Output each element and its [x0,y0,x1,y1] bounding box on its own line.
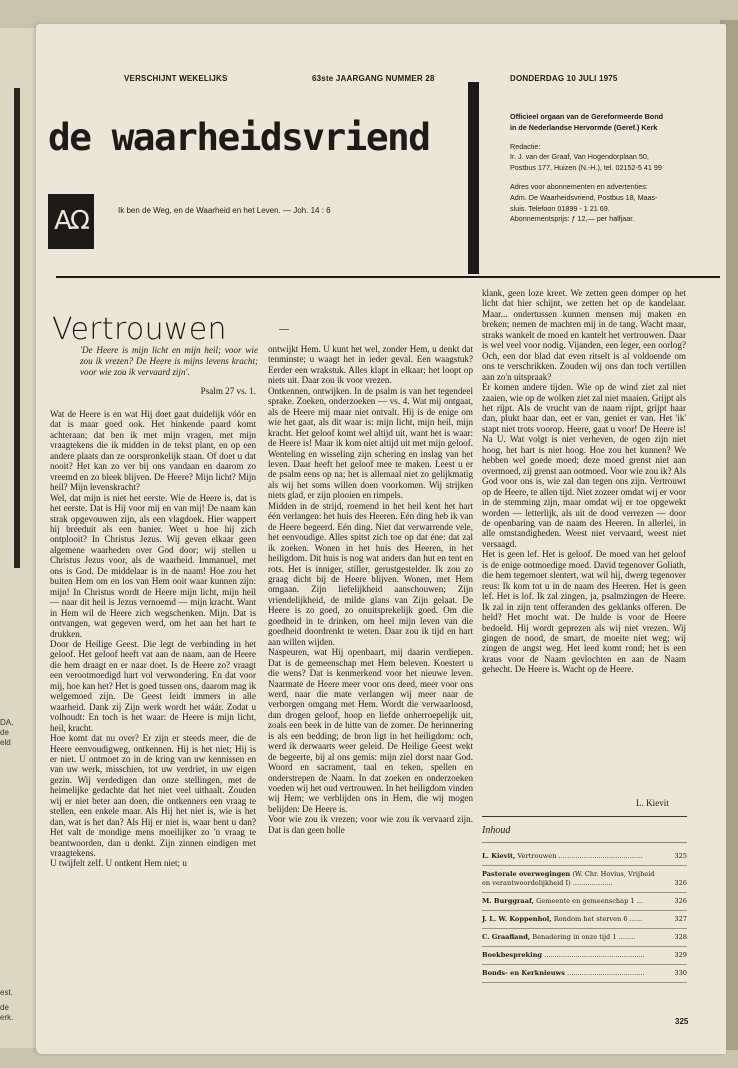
article-author: L. Kievit [636,798,669,808]
margin-fragment: de [0,728,9,737]
toc-entry-author: C. Graafland, [482,933,531,941]
toc-entry-author: Pastorale overwegingen [482,870,571,878]
toc-top-rule [482,816,687,817]
toc-entry-page: 326 [674,897,687,905]
margin-fragment: de [0,1003,9,1012]
toc-entry-author: M. Burggraaf, [482,897,534,905]
paragraph: Midden in de strijd, roemend in het heil kent het hart één verlangen: het huis des Heeren. Eén ding heb ik van de Heere begeerd. Eén ding. Niet dat verwarrende vele, het eenvoudige. Alles spitst zich toe op dat éne: dat zal ik zoeken. Wonen in het huis des Heeren, in het heiligdom. Dit huis is nog wat anders dan hut en tent en rots. Het is inniger, stiller, gerustgestelder. Ik zou zo graag dicht bij de Heere blijven. Wonen, met Hem omgaan. Zijn liefelijkheid aanschouwen; Zijn vriendelijkheid, de milde glans van Zijn gelaat. De Heere is zo goed, zo onuitsprekelijk goed. Om die goedheid in te drinken, om heel mijn leven van die goedheid doordrenkt te weten. Daar zou ik tijd en hart aan willen wijden. [268,500,473,647]
masthead-title: de waarheidsvriend [48,116,430,159]
toc-entry-page: 327 [674,915,687,923]
toc-entry-page: 325 [674,852,687,860]
paragraph: Het is geen lef. Het is geloof. De moed van het geloof is de enige ootmoedige moed. David tegenover Goliath, die hem tegemoet slentert, wat wil hij, dwerg tegenover reus: Ik kom tot u in de naam des Heeren. Het is geen lef. Het is lof. Ik zal zingen, ja, psalmzingen de Heere. Ik zal in zijn tent offeranden des geklanks offeren. De held? Het mocht wat. De hulde is voor de Heere bedoeld. Hij wordt geprezen als wij niet vrezen. Wij gingen de nood, de smart, de moeite niet weg; wij zingen de angst weg. Het leed komt rond; het is een kraus voor de Naam gevlochten en aan de Naam gehecht. De Heere is. Wacht op de Heere. [482,549,686,675]
paragraph: Door de Heilige Geest. Die legt de verbinding in het geloof. Het geloof heeft vat aan de naam, aan de Heere die hem draagt en er naar doet. Is de Heere zo? vraagt een verootmoedigd hart vol verwondering. En dat voor mij, hoe kan het? Het is goed tussen ons, daarom mag ik welgemoed zijn. De Geest leidt immers in alle waarheid. Dank zij Zijn werk wordt het wáár. Zodat u volhoudt: En toch is het waar: de Heere is mijn licht, heil, kracht. [50,638,256,733]
toc-entry [482,893,687,911]
article-column-2 [268,344,473,835]
org-line-2: in de Nederlandse Hervormde (Geref.) Kerk [510,122,658,132]
adjacent-page-edge [0,28,40,1048]
org-line-1: Officieel orgaan van de Gereformeerde Bond [510,112,663,121]
redactie-line-1: Ir. J. van der Graaf, Van Hogendorplaan 50, [510,152,649,162]
newspaper-page [36,24,726,1054]
toc-entry-title: Gemeente en gemeenschap 1 ... [533,897,644,905]
epigraph-reference: Psalm 27 vs. 1. [200,386,256,396]
toc-entry-page: 329 [674,951,687,959]
margin-fragment: est. [0,988,13,997]
paragraph: klank, geen loze kreet. We zetten geen domper op het licht dat hier schijnt, we zetten het op de kandelaar. Maar... ondertussen kunnen mensen mij maken en breken; nemen de machten mij in de tang. Wacht maar, straks wankelt de moed en kantelt het vertrouwen. Daar is wel veel voor nodig. Vijanden, een leger, een oorlog? Och, een dor blad dat even ritselt is al voldoende om ons te verschrikken. Zouden wij ons dan toch vertillen aan zo'n uitspraak? [482,288,686,382]
publisher-info [510,112,720,230]
toc-heading-rule [482,842,687,843]
article-title: Vertrouwen [52,312,227,347]
toc-entry [482,848,687,866]
toc-entry-title: ................................................ [542,951,645,959]
toc-entry [482,866,687,893]
address-line-1: Adres voor abonnementen en advertenties: [510,181,648,191]
adjacent-page-bar [14,88,20,568]
toc-entry-author: Boekbespreking [482,951,543,959]
paragraph: ontwijkt Hem. U kunt het wel, zonder Hem, u denkt dat tenminste; u waagt het in ieder geval. Een waagstuk? Eerder een wrakstuk. Alles klapt in elkaar; het loopt op niets uit. Daar zou ik voor vrezen. [268,344,473,386]
redactie-line-2: Postbus 177, Huizen (N.-H.), tel. 02152-5 41 99 [510,163,662,173]
redactie-label: Redactie: [510,141,541,151]
toc-entry [482,911,687,929]
margin-fragment: erk. [0,1013,14,1022]
paragraph: Hoe komt dat nu over? Er zijn er steeds meer, die de Heere eenvoudigweg, ontkennen. Hij is het niet; Hij is er niet. U ontmoet zo in de kring van uw kennissen en van uw werk, misschien, tot uw verdriet, in uw eigen gezin. Wij verdedigen dan onze stellingen, met de heimelijke gedachte dat het niet veel uithaalt. Zouden wij er niet beter aan doen, die ontkenners een vraag te stellen, een enkele maar. Als Hij het niet is, wie is het dan, wat is het dan? Als Hij er niet is, waar bent u dan? Het valt de mondige mens moeilijker zo 'n vraag te beantwoorden, dan u denkt. Zijn zinnen eindigen met vraagtekens. [50,733,256,859]
margin-fragment: DA, [0,718,14,727]
table-of-contents [482,848,687,983]
toc-entry-title: Benadering in onze tijd 1 ........ [530,933,636,941]
toc-heading: Inhoud [482,825,511,836]
toc-entry-author: Bonds- en Kerknieuws [482,969,565,977]
toc-entry [482,965,687,983]
toc-entry-page: 328 [674,933,687,941]
article-column-1 [50,409,256,869]
toc-entry [482,929,687,947]
paragraph: Voor wie zou ik vrezen; voor wie zou ik vervaard zijn. Dat is dan geen holle [268,814,473,835]
toc-entry-page: 330 [674,969,687,977]
page-number: 325 [675,1017,689,1026]
toc-entry-title: (W. Chr. Hovius, Vrijheid en verantwoordelijkheid I) ................... [482,870,655,887]
paragraph: Naspeuren, wat Hij openbaart, mij daarin verdiepen. Dat is de gemeenschap met Hem beleven. Koestert u die wens? Dat is kenmerkend voor het nieuwe leven. Naarmate de Heere meer voor ons deed, meer voor ons werd, naar die mate verlangen wij meer naar de verborgen omgang met Hem. Wordt die verwaarloosd, dan drogen geloof, hoop en liefde onherroepelijk uit, zoals een beek in de hitte van de zomer. De herinnering is als een bedding; de bron ligt in het heiligdom: och, werd ik derwaarts weer geleid. De Heilige Geest wekt de begeerte, bij al ons gemis: mijn ziel dorst naar God. Woord en sacrament, taal en teken, spellen en onderstrepen de Naam. In dat zoeken en onderzoeken voeden wij het oud vertrouwen. In het heiligdom vinden wij Hem; we verblijden ons in Hem, die wij mogen belijden: De Heere is. [268,647,473,814]
subscription-price: Abonnementsprijs: ƒ 12,— per halfjaar. [510,214,635,224]
paragraph: Ontkennen, ontwijken. In de psalm is van het tegendeel sprake. Zoeken, onderzoeken — vs. 4. Wat mij ontgaat, als de Heere mij maar niet ontvalt. Hij is de enige om wie het gaat, als dit waar is: mijn licht, mijn heil, mijn kracht. Het geloof komt wel altijd uit, want het is waar: de Heere is! Maar ik kom niet altijd uit met mijn geloof. Wenteling en wisseling zijn schering en inslag van het leven. Daar heeft het geloof mee te maken. Leest u er de psalm eens op na; het is allemaal niet zo gelijkmatig als wij het soms willen doen voorkomen. Wij strijken niets glad, er zijn plooien en rimpels. [268,385,473,501]
paragraph: Wel, dat mijn is niet het eerste. Wie de Heere is, dat is het eerste. Dat is Hij voor mij en van mij! De naam kan strak opgevouwen zijn, als een vlagdoek. Hier wappert hij breeduit als een banier. Weet u hoe hij zich ontplooit? In Christus Jezus. Wij geven elkaar geen algemene waarheden over God door; wij stellen u Christus Jezus voor, als de waarheid. Immanuel, met ons is God. De middelaar is in de naam! Hoe zou het buiten Hem om en los van Hem ooit waar kunnen zijn: mijn! In Christus wordt de Heere mijn licht, mijn heil — naar dit heil is Jezus vernoemd — mijn kracht. Want in Hem wil de Heere zich wegschenken. Mijn. Dat is ontvangen, wat gegeven werd, om het aan het hart te drukken. [50,492,256,639]
motto: Ik ben de Weg, en de Waarheid en het Leven. — Joh. 14 : 6 [118,206,331,215]
toc-entry-title: Vertrouwen ........................................ [515,852,643,860]
alpha-omega-logo: AΩ [48,194,94,249]
toc-entry [482,947,687,965]
paragraph: U twijfelt zelf. U ontkent Hem niet; u [50,858,187,869]
epigraph-quote: 'De Heere is mijn licht en mijn heil; voor wie zou ik vrezen? De Heere is mijns levens kracht; voor wie zou ik vervaard zijn'. [80,345,258,378]
toc-entry-title: ..................................... [564,969,645,977]
header-vertical-rule [468,82,479,274]
margin-fragment: eld [0,738,11,747]
paragraph: Er komen andere tijden. Wie op de wind ziet zal niet zaaien, wie op de wolken ziet zal niet maaien. Grijpt als het rijpt. Als de vrucht van de naam rijpt, grijpt haar dan, plukt haar dan, eet er van, geniet er van. Het 'ik' stapt niet trots voorop. Heere, gaat u voor! De Heere is! Na U. Wat volgt is niet verheven, de ogen zijn niet hoog, het hart is niet hoog. Hoe zou het kunnen? We hebben wel goede moed; deze moed grenst niet aan overmoed, zij grenst aan ootmoed. Voor wie zou ik? Als God voor ons is, wie zal dan tegen ons zijn. Vertrouwt op de Heere, te allen tijd. Niet zozeer omdat wij er voor in de stemming zijn, maar omdat wij er toe opgewekt worden — letterlijk, als uit de dood verrezen — door de openbaring van de naam des Heeren. In allerlei, in alle omstandigheden. Weest niet vervaard, weest niet versaagd. [482,382,686,549]
address-line-3: sluis. Telefoon 01899 - 1 21 69. [510,203,610,213]
address-line-2: Adm. De Waarheidsvriend, Postbus 18, Maas- [510,192,658,202]
article-column-3 [482,288,686,675]
title-dash [279,329,289,330]
toc-entry-author: L. Kievit, [482,852,516,860]
header-horizontal-rule [56,276,720,278]
toc-entry-author: J. L. W. Koppenhol, [482,915,552,923]
toc-entry-title: Rondom het sterven 6 ...... [551,915,643,923]
date-label: DONDERDAG 10 JULI 1975 [510,74,618,83]
frequency-label: VERSCHIJNT WEKELIJKS [124,74,228,83]
paragraph: Wat de Heere is en wat Hij doet gaat duidelijk vóór en dat is maar goed ook. Het hinkende paard komt achteraan; dat ben ik met mijn vragen, met mijn vraagtekens die ik midden in de tekst plant, en op een andere plaats dan ze oorspronkelijk staan. Of doet u dat nooit? Het kan zo ver bij ons vandaan en daarom zo vreemd en zo bleek blijven. De Heere? Mijn licht? Mijn heil? Mijn levenskracht? [50,409,256,493]
volume-label: 63ste JAARGANG NUMMER 28 [312,74,435,83]
toc-entry-page: 326 [674,879,687,887]
